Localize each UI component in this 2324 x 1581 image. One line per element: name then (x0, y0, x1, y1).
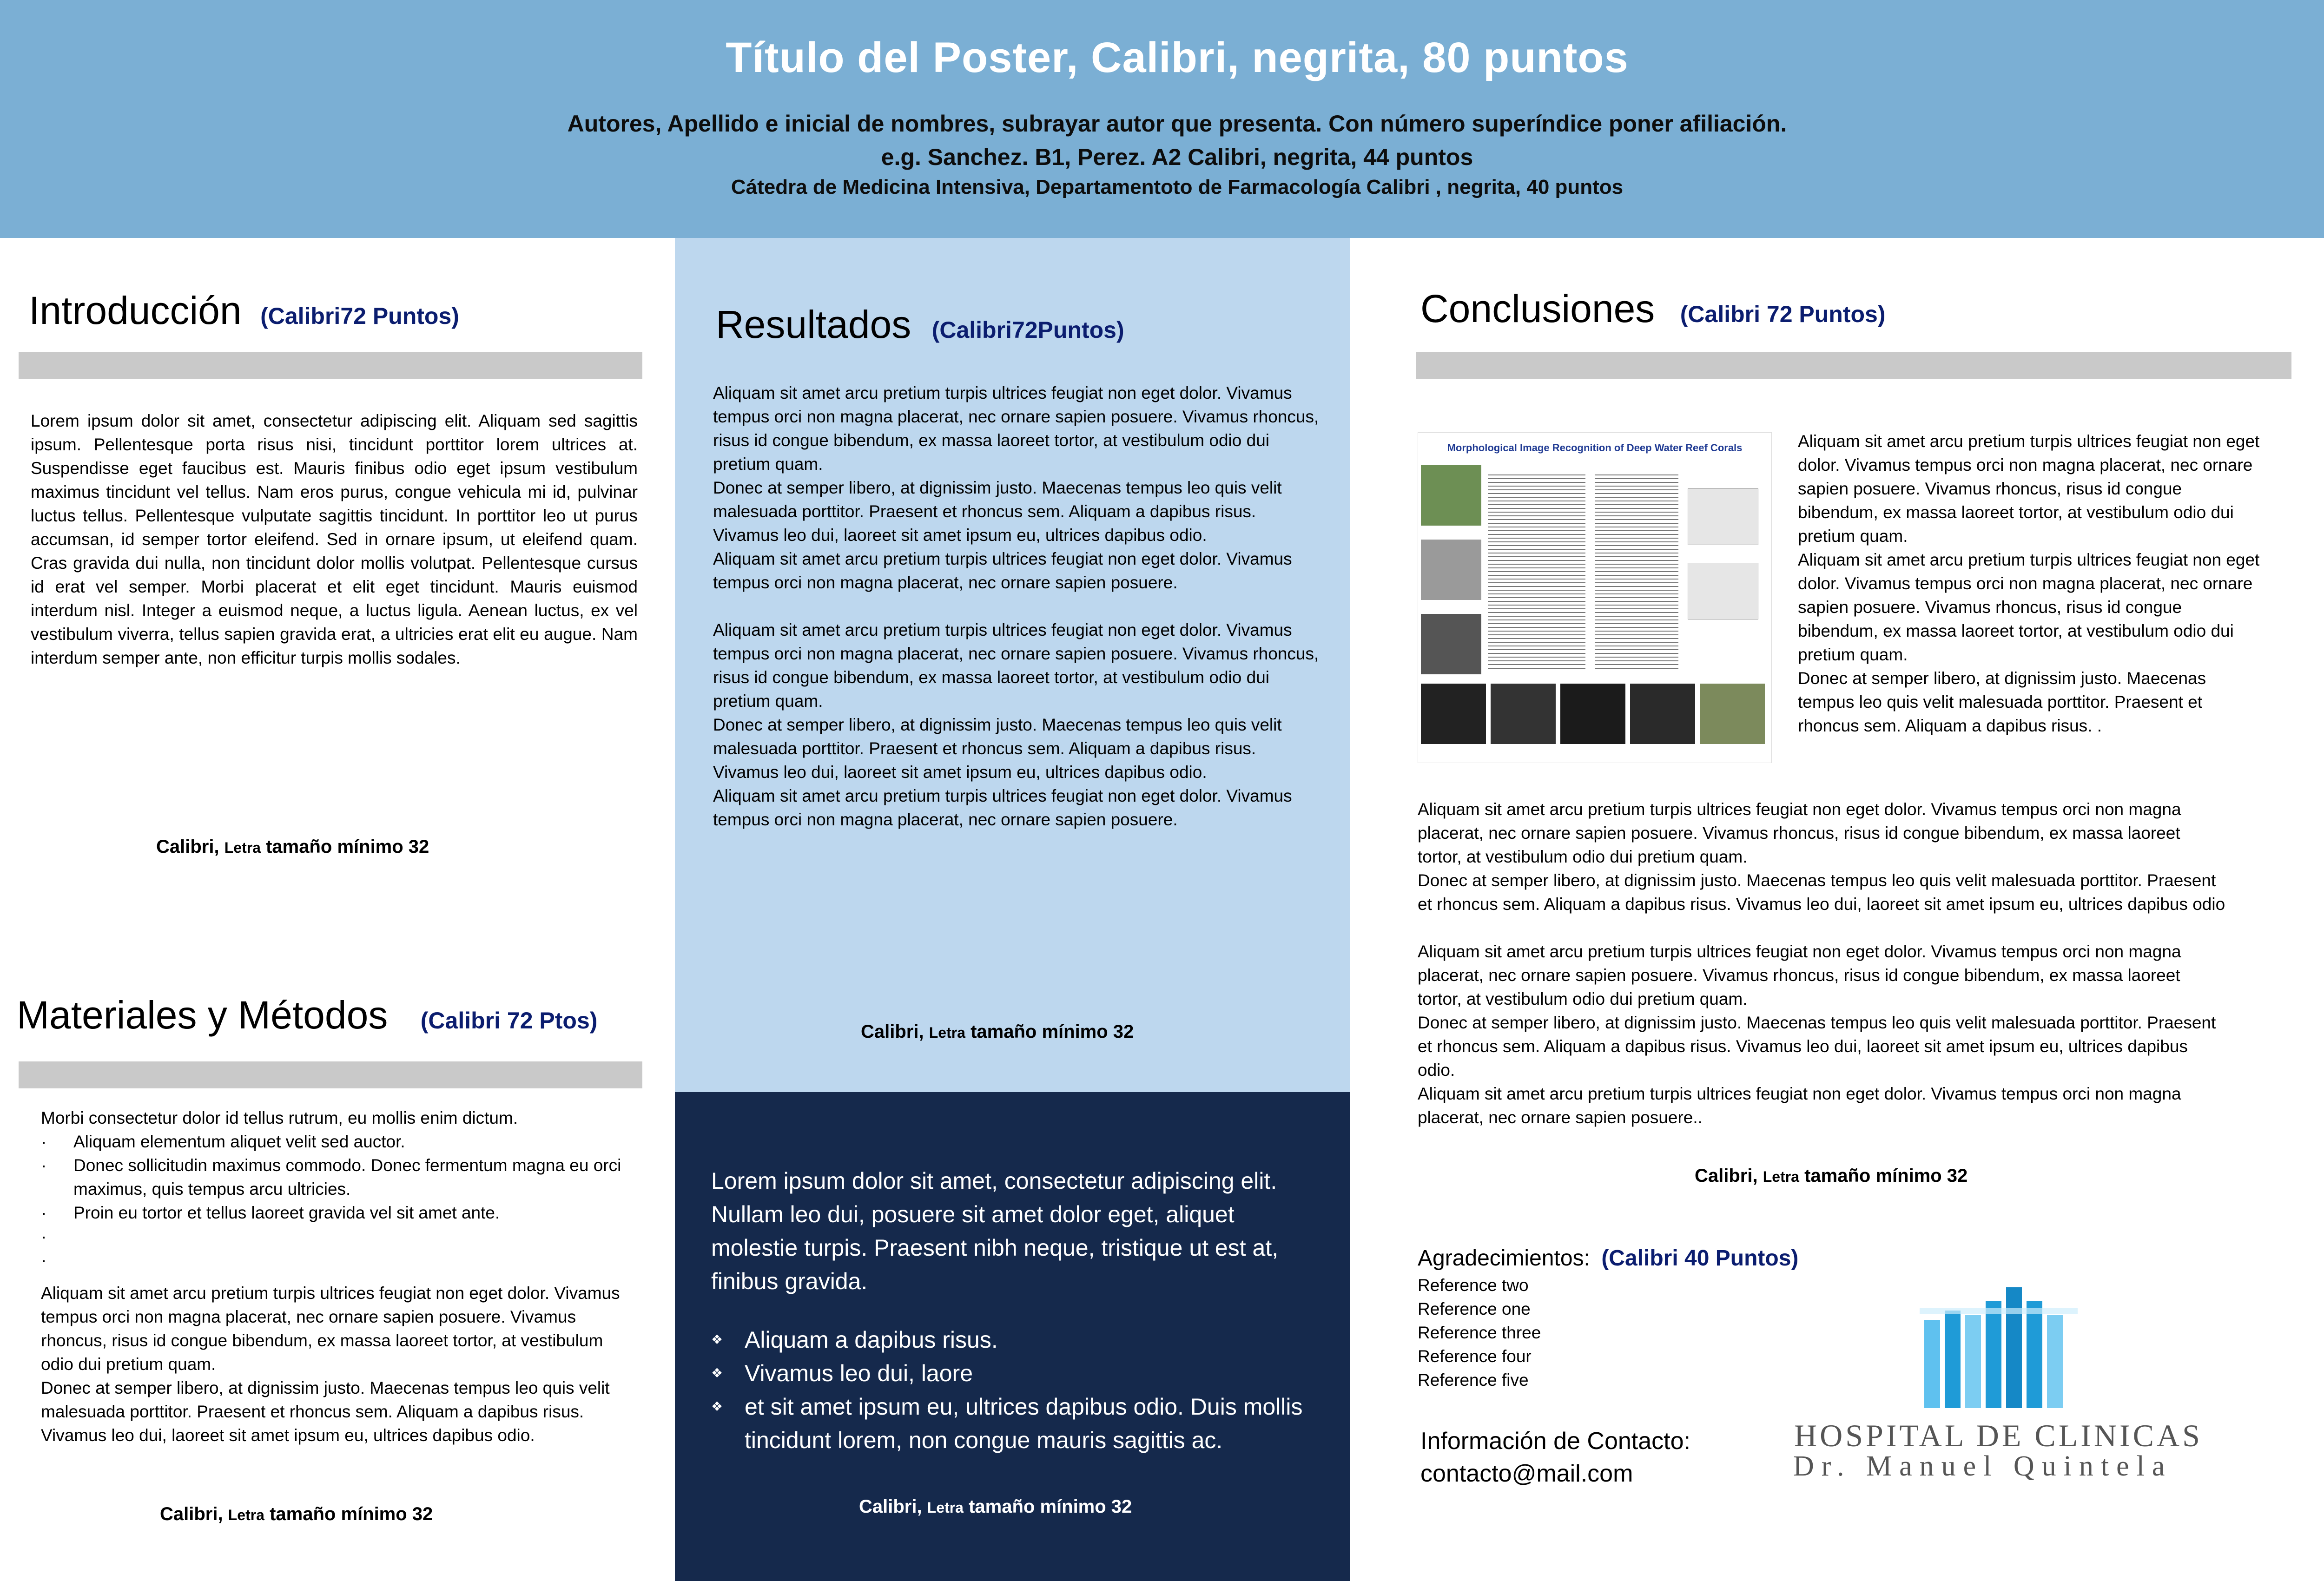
methods-title: Materiales y Métodos (17, 993, 388, 1037)
thumbnail-image (1421, 684, 1486, 744)
list-item: ❖ et sit amet ipsum eu, ultrices dapibus odio. Duis mollis tincidunt lorem, non congue mauris sagittis ac. (711, 1390, 1325, 1457)
list-item: Reference three (1418, 1323, 1541, 1342)
list-item: Reference one (1418, 1299, 1531, 1318)
list-item: ❖ Aliquam a dapibus risus. (711, 1323, 1325, 1357)
conclusions-subtitle: (Calibri 72 Puntos) (1680, 301, 1886, 327)
methods-note-c: tamaño mínimo 32 (270, 1504, 433, 1524)
acknowledgements-subtitle: (Calibri 40 Puntos) (1601, 1246, 1799, 1271)
thumbnail-image (1700, 684, 1765, 744)
conclusions-side-text: Aliquam sit amet arcu pretium turpis ultrices feugiat non eget dolor. Vivamus tempus orci non magna placerat, nec ornare sapien posuere. Vivamus rhoncus, risus id congue bibendum, ex massa laoreet tortor, at vestibulum odio dui pretium quam. Aliquam sit amet arcu pretium turpis ultrices feugiat non eget dolor. Vivamus tempus orci non magna placerat, nec ornare sapien posuere. Vivamus rhoncus, risus id congue bibendum, ex massa laoreet tortor, at vestibulum odio dui pretium quam. Donec at semper libero, at dignissim justo. Maecenas tempus leo quis velit malesuada porttitor. Praesent et rhoncus sem. Aliquam a dapibus risus. . (1798, 432, 2260, 735)
sample-poster-thumbnail (1418, 432, 1772, 763)
poster-header (0, 0, 2324, 238)
thumbnail-text-column (1488, 474, 1585, 670)
conclusions-divider (1416, 352, 2291, 379)
methods-subtitle: (Calibri 72 Ptos) (420, 1008, 598, 1034)
poster-authors (0, 107, 2324, 174)
list-item: · Proin eu tortor et tellus laoreet gravida vel sit amet ante. (41, 1201, 631, 1225)
methods-body (41, 1106, 631, 1447)
thumbnail-image (1630, 684, 1695, 744)
conclusions-note-a: Calibri, (1695, 1166, 1758, 1186)
results-size-note (861, 1021, 1134, 1042)
thumbnail-image (1421, 465, 1481, 526)
list-item (41, 1225, 631, 1248)
results-text: Aliquam sit amet arcu pretium turpis ultrices feugiat non eget dolor. Vivamus tempus orci non magna placerat, nec ornare sapien posuere. Vivamus rhoncus, risus id congue bibendum, ex massa laoreet tortor, at vestibulum odio dui pretium quam. Donec at semper libero, at dignissim justo. Maecenas tempus leo quis velit malesuada porttitor. Praesent et rhoncus sem. Aliquam a dapibus risus. Vivamus leo dui, laoreet sit amet ipsum eu, ultrices dapibus odio. Aliquam sit amet arcu pretium turpis ultrices feugiat non eget dolor. Vivamus tempus orci non magna placerat, nec ornare sapien posuere. Aliquam sit amet arcu pretium turpis ultrices feugiat non eget dolor. Vivamus tempus orci non magna placerat, nec ornare sapien posuere. Vivamus rhoncus, risus id congue bibendum, ex massa laoreet tortor, at vestibulum odio dui pretium quam. Donec at semper libero, at dignissim justo. Maecenas tempus leo quis velit malesuada porttitor. Praesent et rhoncus sem. Aliquam a dapibus risus. Vivamus leo dui, laoreet sit amet ipsum eu, ultrices dapibus odio. Aliquam sit amet arcu pretium turpis ultrices feugiat non eget dolor. Vivamus tempus orci non magna placerat, nec ornare sapien posuere. (713, 383, 1319, 829)
acknowledgements-label: Agradecimientos: (1418, 1246, 1590, 1271)
intro-size-note (156, 837, 429, 857)
thumbnail-image (1560, 684, 1625, 744)
results-note-a: Calibri, (861, 1021, 924, 1042)
poster-affiliation: Cátedra de Medicina Intensiva, Departamentoto de Farmacología Calibri , negrita, 40 puntos (731, 176, 1624, 198)
list-item: Reference two (1418, 1276, 1529, 1295)
results-note-c: tamaño mínimo 32 (971, 1021, 1134, 1042)
methods-size-note (160, 1504, 433, 1525)
highlight-size-note (859, 1496, 1132, 1517)
conclusions-text: Aliquam sit amet arcu pretium turpis ultrices feugiat non eget dolor. Vivamus tempus orci non magna placerat, nec ornare sapien posuere. Vivamus rhoncus, risus id congue bibendum, ex massa laoreet tortor, at vestibulum odio dui pretium quam. Donec at semper libero, at dignissim justo. Maecenas tempus leo quis velit malesuada porttitor. Praesent et rhoncus sem. Aliquam a dapibus risus. Vivamus leo dui, laoreet sit amet ipsum eu, ultrices dapibus odio Aliquam sit amet arcu pretium turpis ultrices feugiat non eget dolor. Vivamus tempus orci non magna placerat, nec ornare sapien posuere. Vivamus rhoncus, risus id congue bibendum, ex massa laoreet tortor, at vestibulum odio dui pretium quam. Donec at semper libero, at dignissim justo. Maecenas tempus leo quis velit malesuada porttitor. Praesent et rhoncus sem. Aliquam a dapibus risus. Vivamus leo dui, laoreet sit amet ipsum eu, ultrices dapibus odio. Aliquam sit amet arcu pretium turpis ultrices feugiat non eget dolor. Vivamus tempus orci non magna placerat, nec ornare sapien posuere.. (1418, 800, 2225, 1127)
conclusions-title: Conclusiones (1420, 287, 1655, 330)
methods-heading (17, 993, 597, 1038)
results-heading (716, 302, 1124, 347)
authors-line-2: e.g. Sanchez. B1, Perez. A2 Calibri, negrita, 44 puntos (881, 144, 1473, 170)
intro-heading (29, 288, 459, 333)
hospital-logo-icon (1920, 1287, 2078, 1408)
contact-block (1420, 1425, 1690, 1490)
conclusions-heading (1420, 286, 1885, 331)
intro-subtitle: (Calibri72 Puntos) (260, 303, 459, 329)
hospital-logo-name: HOSPITAL DE CLINICAS (1794, 1418, 2203, 1453)
highlight-note-c: tamaño mínimo 32 (969, 1496, 1132, 1517)
intro-note-a: Calibri, (156, 837, 219, 857)
list-item (41, 1248, 631, 1272)
acknowledgements-heading (1418, 1245, 1798, 1271)
poster-title: Título del Poster, Calibri, negrita, 80 puntos (726, 34, 1629, 81)
hospital-logo-subname: Dr. Manuel Quintela (1793, 1450, 2172, 1482)
reference-list (1418, 1273, 1541, 1392)
thumbnail-text-column (1595, 474, 1678, 670)
methods-note-a: Calibri, (160, 1504, 223, 1524)
intro-text: Lorem ipsum dolor sit amet, consectetur adipiscing elit. Aliquam sed sagittis ipsum. Pellentesque porta risus nisi, tincidunt porttitor lorem ultrices at. Suspendisse eget faucibus est. Mauris finibus odio eget ipsum vestibulum maximus tincidunt vel tellus. Nam eros purus, congue vehicula mi id, pulvinar luctus tellus. Pellentesque vulputate sagittis tincidunt. In porttitor leo ut purus accumsan, id semper tortor eleifend. Sed in ornare ipsum, ut eleifend quam. Cras gravida dui nulla, non tincidunt dolor mollis volutpat. Pellentesque cursus id erat vel semper. Morbi placerat et elit eget tincidunt. Mauris euismod interdum nisl. Integer a euismod neque, a luctus ligula. Aenean luctus, ex vel vestibulum viverra, tellus sapien gravida erat, a ultricies erat elit eu augue. Nam interdum semper ante, non efficitur turpis mollis sodales. (31, 411, 638, 667)
thumbnail-chart (1688, 563, 1758, 619)
list-item: · Aliquam elementum aliquet velit sed auctor. (41, 1130, 631, 1153)
intro-divider (19, 352, 642, 379)
results-note-b: Letra (929, 1024, 965, 1041)
highlight-content (711, 1164, 1325, 1457)
list-item: ❖ Vivamus leo dui, laore (711, 1357, 1325, 1390)
methods-divider (19, 1061, 642, 1088)
results-title: Resultados (716, 303, 911, 346)
methods-text: Aliquam sit amet arcu pretium turpis ultrices feugiat non eget dolor. Vivamus tempus orci non magna placerat, nec ornare sapien posuere. Vivamus rhoncus, risus id congue bibendum, ex massa laoreet tortor, at vestibulum odio dui pretium quam. Donec at semper libero, at dignissim justo. Maecenas tempus leo quis velit malesuada porttitor. Praesent et rhoncus sem. Aliquam a dapibus risus. Vivamus leo dui, laoreet sit amet ipsum eu, ultrices dapibus odio. (41, 1284, 620, 1445)
conclusions-note-b: Letra (1763, 1168, 1799, 1185)
contact-email[interactable]: contacto@mail.com (1420, 1460, 1633, 1487)
methods-lead: Morbi consectetur dolor id tellus rutrum, eu mollis enim dictum. (41, 1108, 518, 1127)
list-item: Reference four (1418, 1347, 1532, 1366)
conclusions-note-c: tamaño mínimo 32 (1804, 1166, 1968, 1186)
methods-bullet-list (41, 1130, 631, 1272)
list-item: · Donec sollicitudin maximus commodo. Donec fermentum magna eu orci maximus, quis tempus arcu ultricies. (41, 1153, 631, 1201)
thumbnail-chart (1688, 488, 1758, 545)
list-item: Reference five (1418, 1370, 1529, 1390)
conclusions-size-note (1695, 1166, 1967, 1186)
results-subtitle: (Calibri72Puntos) (931, 317, 1124, 343)
thumbnail-title: Morphological Image Recognition of Deep Water Reef Corals (1447, 442, 1743, 454)
thumbnail-image (1491, 684, 1556, 744)
thumbnail-image (1421, 614, 1481, 674)
contact-label: Información de Contacto: (1420, 1428, 1690, 1455)
intro-note-c: tamaño mínimo 32 (266, 837, 429, 857)
authors-line-1: Autores, Apellido e inicial de nombres, subrayar autor que presenta. Con número superíndice poner afiliación. (567, 111, 1787, 137)
highlight-text: Lorem ipsum dolor sit amet, consectetur adipiscing elit. Nullam leo dui, posuere sit amet dolor eget, aliquet molestie turpis. Praesent nibh neque, tristique ut est at, finibus gravida. (711, 1168, 1279, 1294)
highlight-note-a: Calibri, (859, 1496, 922, 1517)
thumbnail-image (1421, 540, 1481, 600)
intro-note-b: Letra (224, 839, 261, 856)
highlight-note-b: Letra (927, 1499, 964, 1516)
intro-title: Introducción (29, 289, 242, 332)
methods-note-b: Letra (228, 1507, 264, 1523)
highlight-bullet-list (711, 1323, 1325, 1457)
